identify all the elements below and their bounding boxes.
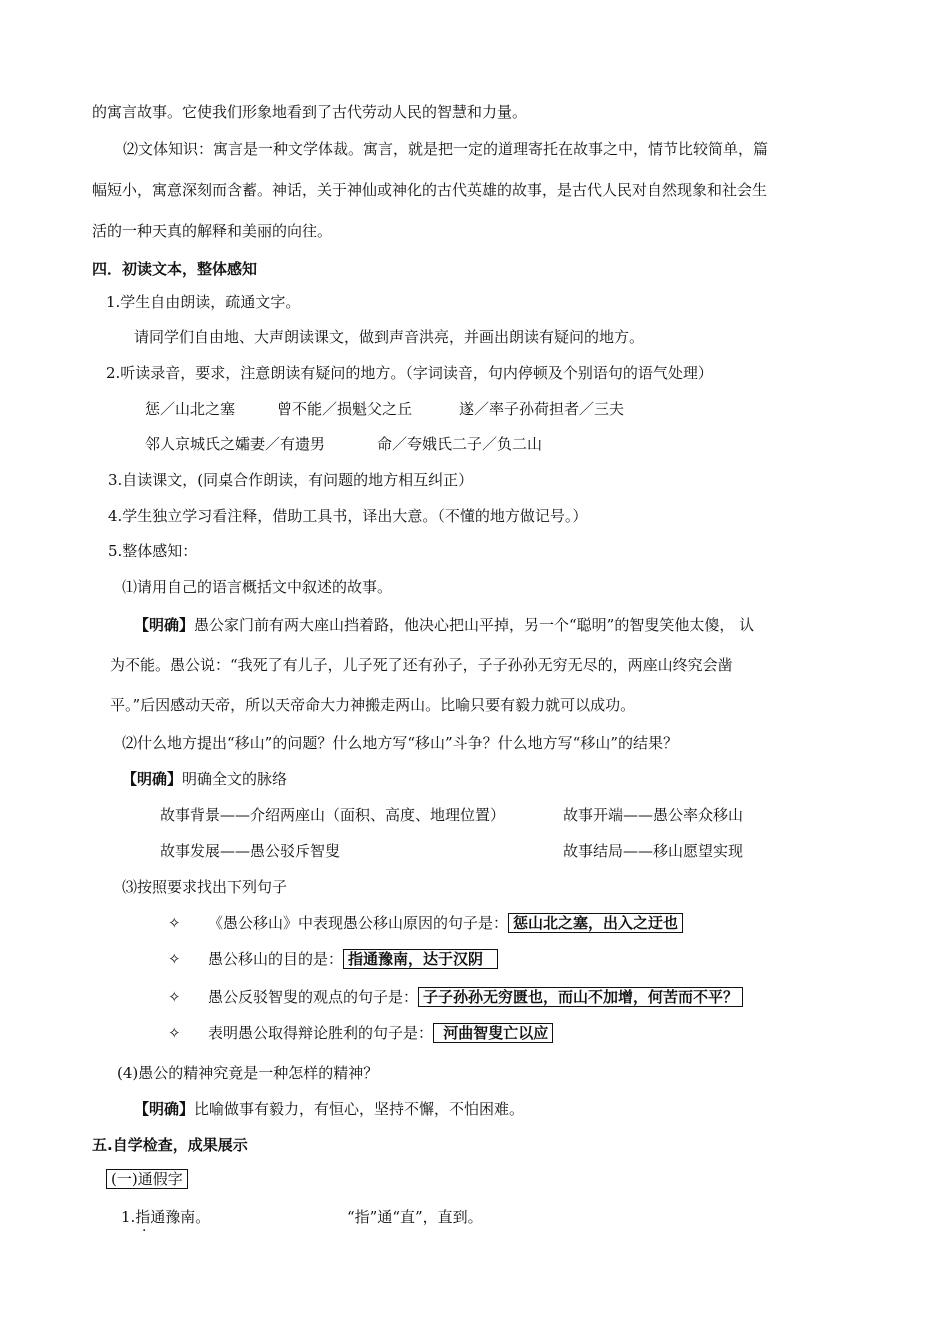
step-4: 4.学生独立学习看注释，借助工具书，译出大意。（不懂的地方做记号。） (108, 507, 588, 525)
sentence-item: ✧ 愚公移山的目的是： 指通豫南，达于汉阴 (168, 948, 498, 970)
intro-line: 的寓言故事。它使我们形象地看到了古代劳动人民的智慧和力量。 (92, 103, 528, 121)
outline-item: 故事开端——愚公率众移山 (563, 806, 744, 824)
diamond-bullet-icon: ✧ (168, 988, 181, 1006)
answer-label: 【明确】 (122, 770, 183, 788)
sentence-item: ✧ 《愚公移山》中表现愚公移山原因的句子是： 惩山北之塞，出入之迂也 (168, 912, 683, 934)
answer-2: 【明确】明确全文的脉络 (122, 770, 288, 788)
answer-label: 【明确】 (134, 616, 195, 634)
question-4: (4)愚公的精神究竟是一种怎样的精神？ (117, 1064, 379, 1082)
pause-example: 邻人京城氏之孀妻／有遗男 (145, 435, 326, 453)
step-2: 2.听读录音，要求，注意朗读有疑问的地方。（字词读音，句内停顿及个别语句的语气处理） (106, 364, 713, 382)
answer-1-line-3: 平。”后因感动天帝，所以天帝命大力神搬走两山。比喻只要有毅力就可以成功。 (110, 696, 636, 714)
answer-1-line-2: 为不能。愚公说：“我死了有儿子，儿子死了还有孙子，子子孙孙无穷无尽的，两座山终究会凿 (110, 656, 733, 674)
genre-paragraph-line-3: 活的一种天真的解释和美丽的向往。 (92, 222, 333, 240)
pause-example: 惩／山北之塞 (145, 400, 236, 418)
genre-paragraph-line-2: 幅短小，寓意深刻而含蓄。神话，关于神仙或神化的古代英雄的故事，是古代人民对自然现象和社会生 (92, 181, 768, 199)
step-1-detail: 请同学们自由地、大声朗读课文，做到声音洪亮，并画出朗读有疑问的地方。 (134, 328, 645, 346)
genre-paragraph-line-1: ⑵文体知识：寓言是一种文学体裁。寓言，就是把一定的道理寄托在故事之中，情节比较简单，篇 (123, 140, 769, 158)
question-2: ⑵什么地方提出“移山”的问题？什么地方写“移山”斗争？什么地方写“移山”的结果？ (122, 734, 679, 752)
outline-item: 故事背景——介绍两座山（面积、高度、地理位置） (160, 806, 506, 824)
pause-example: 曾不能／损魁父之丘 (277, 400, 413, 418)
section-5-heading: 五.自学检查，成果展示 (92, 1136, 248, 1154)
pause-example: 遂／率子孙荷担者／三夫 (459, 400, 625, 418)
question-1: ⑴请用自己的语言概括文中叙述的故事。 (122, 578, 393, 596)
step-5: 5.整体感知： (108, 542, 198, 560)
tongjiazi-example: 1.指通豫南。 (121, 1208, 211, 1226)
answer-box: 河曲智叟亡以应 (433, 1023, 553, 1043)
sentence-item: ✧ 表明愚公取得辩论胜利的句子是： 河曲智叟亡以应 (168, 1022, 553, 1044)
step-3: 3.自读课文，(同桌合作朗读，有问题的地方相互纠正） (108, 471, 474, 489)
answer-1-line-1: 【明确】愚公家门前有两大座山挡着路，他决心把山平掉，另一个“聪明”的智叟笑他太傻， 认 (134, 616, 755, 634)
answer-box: 惩山北之塞，出入之迂也 (508, 913, 683, 933)
question-3: ⑶按照要求找出下列句子 (122, 878, 288, 896)
diamond-bullet-icon: ✧ (168, 1024, 181, 1042)
answer-4: 【明确】比喻做事有毅力，有恒心，坚持不懈，不怕困难。 (134, 1100, 525, 1118)
diamond-bullet-icon: ✧ (168, 950, 181, 968)
diamond-bullet-icon: ✧ (168, 914, 181, 932)
outline-item: 故事发展——愚公驳斥智叟 (160, 842, 341, 860)
pause-example: 命／夸娥氏二子／负二山 (377, 435, 543, 453)
section-4-heading: 四．初读文本，整体感知 (92, 260, 258, 278)
step-1: 1.学生自由朗读，疏通文字。 (106, 293, 301, 311)
answer-box: 指通豫南，达于汉阴 (343, 949, 498, 969)
tongjiazi-explanation: “指”通“直”，直到。 (347, 1208, 483, 1226)
tongjiazi-subheading: (一)通假字 (106, 1168, 188, 1190)
outline-item: 故事结局——移山愿望实现 (563, 842, 744, 860)
sentence-item: ✧ 愚公反驳智叟的观点的句子是： 子子孙孙无穷匮也，而山不加增，何苦而不平？ (168, 986, 743, 1008)
answer-label: 【明确】 (134, 1100, 195, 1118)
emphasis-dot: · (142, 1223, 147, 1239)
answer-box: 子子孙孙无穷匮也，而山不加增，何苦而不平？ (418, 987, 743, 1007)
